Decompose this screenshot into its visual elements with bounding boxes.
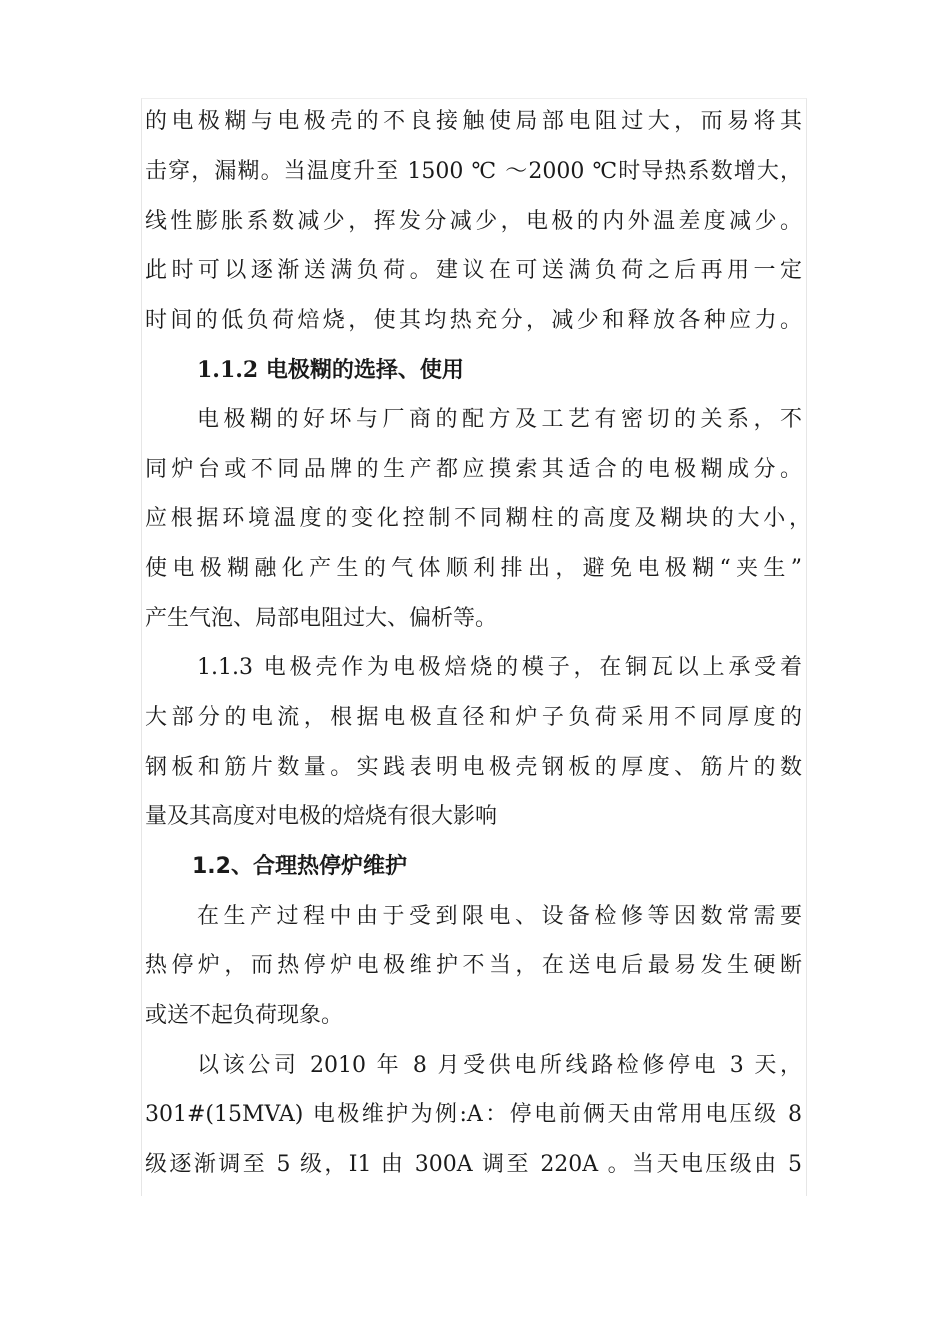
text-line: 大部分的电流，根据电极直径和炉子负荷采用不同厚度的 xyxy=(145,705,802,730)
text-line: 以该公司 2010 年 8 月受供电所线路检修停电 3 天， xyxy=(197,1053,802,1078)
text-line: 击穿，漏糊。当温度升至 1500 ℃ ～2000 ℃时导热系数增大， xyxy=(145,159,802,184)
text-line: 电极糊的好坏与厂商的配方及工艺有密切的关系，不 xyxy=(197,407,802,432)
text-line: 钢板和筋片数量。实践表明电极壳钢板的厚度、筋片的数 xyxy=(145,755,802,780)
section-heading-1-1-2: 1.1.2 电极糊的选择、使用 xyxy=(197,357,464,383)
text-line: 301#(15MVA) 电极维护为例:A：停电前俩天由常用电压级 8 xyxy=(145,1102,802,1127)
text-line: 量及其高度对电极的焙烧有很大影响 xyxy=(145,804,498,829)
text-line: 时间的低负荷焙烧，使其均热充分，减少和释放各种应力。 xyxy=(145,308,802,333)
text-line: 或送不起负荷现象。 xyxy=(145,1003,344,1028)
text-line: 线性膨胀系数减少，挥发分减少，电极的内外温差度减少。 xyxy=(145,209,802,234)
text-line: 级逐渐调至 5 级，I1 由 300A 调至 220A 。当天电压级由 5 xyxy=(145,1152,802,1177)
text-line: 在生产过程中由于受到限电、设备检修等因数常需要 xyxy=(197,904,802,929)
text-line: 热停炉，而热停炉电极维护不当，在送电后最易发生硬断 xyxy=(145,953,802,978)
text-line: 的电极糊与电极壳的不良接触使局部电阻过大，而易将其 xyxy=(145,109,802,134)
text-line: 1.1.3 电极壳作为电极焙烧的模子，在铜瓦以上承受着 xyxy=(197,655,802,680)
text-line: 此时可以逐渐送满负荷。建议在可送满负荷之后再用一定 xyxy=(145,258,802,283)
text-line: 产生气泡、局部电阻过大、偏析等。 xyxy=(145,606,498,631)
text-line: 同炉台或不同品牌的生产都应摸索其适合的电极糊成分。 xyxy=(145,457,802,482)
text-line: 使电极糊融化产生的气体顺利排出，避免电极糊“夹生” xyxy=(145,556,802,581)
text-line: 应根据环境温度的变化控制不同糊柱的高度及糊块的大小， xyxy=(145,506,811,531)
section-heading-1-2: 1.2、合理热停炉维护 xyxy=(192,854,407,879)
